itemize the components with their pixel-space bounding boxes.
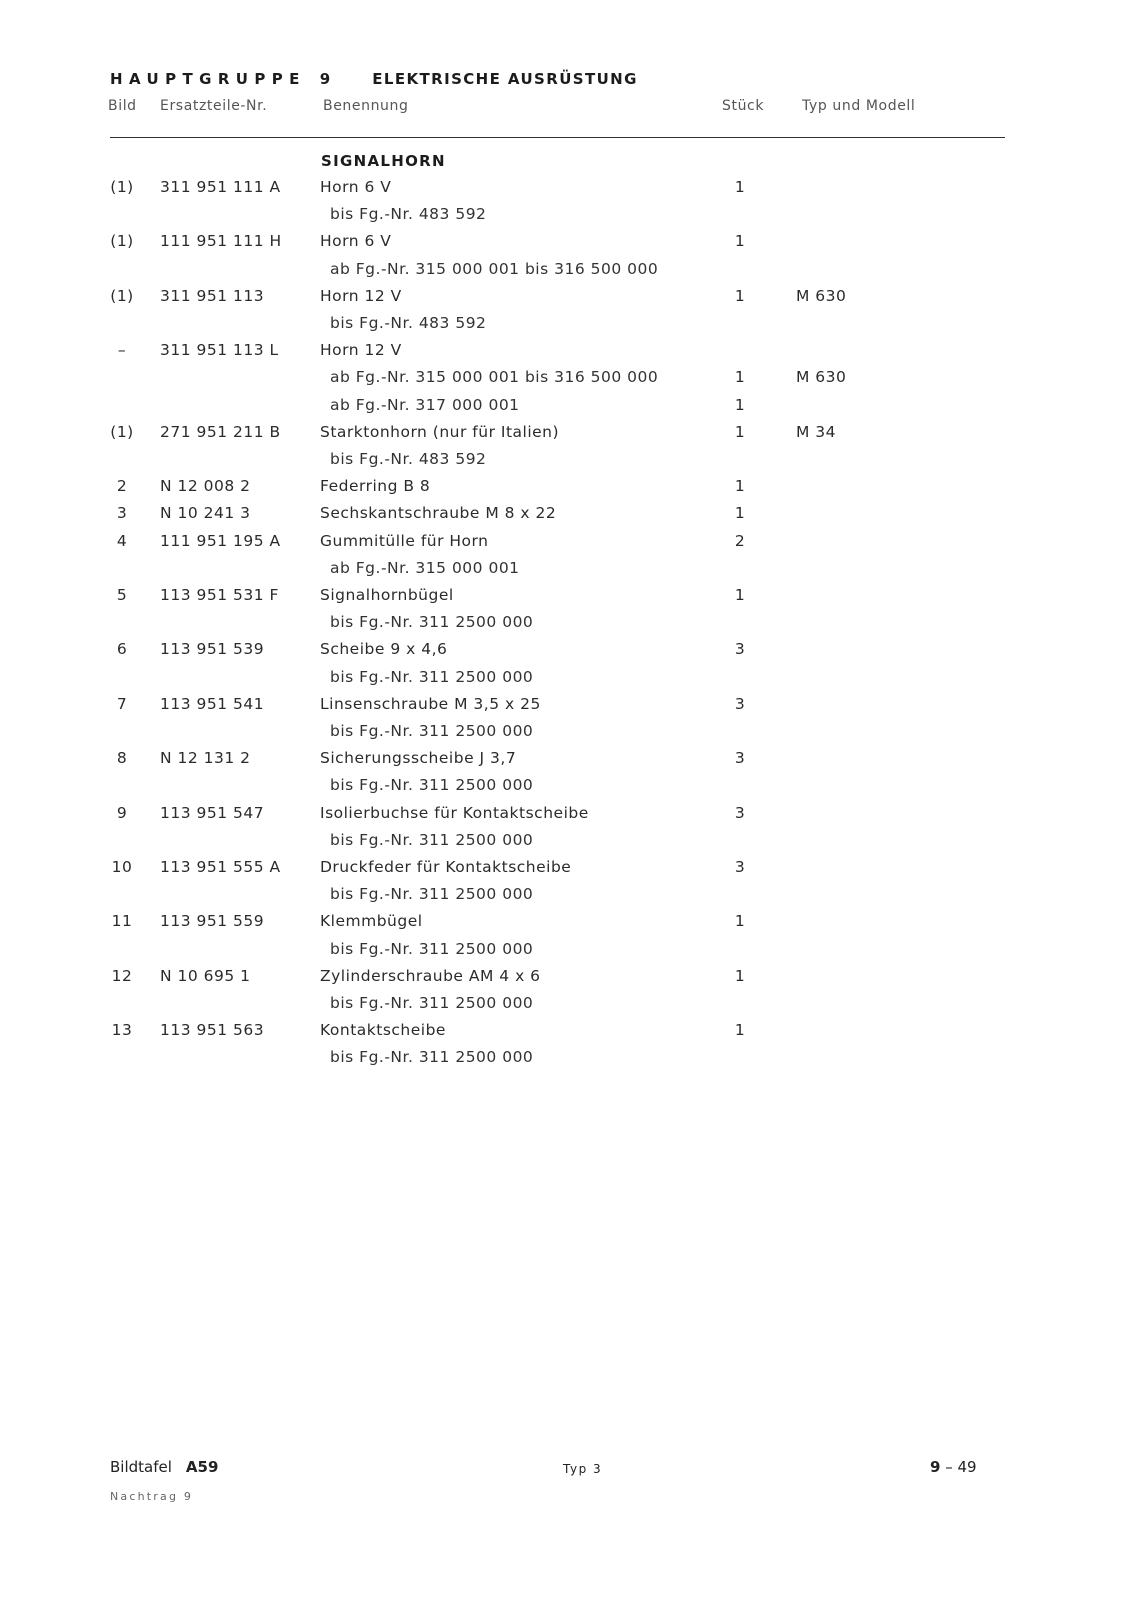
- row-name: Kontaktscheibe: [320, 1021, 446, 1039]
- row-name: ab Fg.-Nr. 315 000 001 bis 316 500 000: [330, 368, 659, 386]
- row-figure-number: 10: [111, 858, 133, 876]
- row-quantity: 1: [734, 423, 746, 441]
- row-name: Horn 12 V: [320, 287, 402, 305]
- row-name: Klemmbügel: [320, 912, 423, 930]
- row-part-number: 113 951 539: [160, 640, 265, 658]
- row-name: Zylinderschraube AM 4 x 6: [320, 967, 541, 985]
- table-row: [0, 776, 1136, 800]
- table-row: [0, 205, 1136, 229]
- row-quantity: 2: [734, 532, 746, 550]
- subsection-title: SIGNALHORN: [321, 152, 446, 170]
- row-quantity: 3: [734, 858, 746, 876]
- table-row: [0, 994, 1136, 1018]
- row-quantity: 1: [734, 287, 746, 305]
- row-quantity: 1: [734, 368, 746, 386]
- row-name: Horn 6 V: [320, 232, 392, 250]
- table-row: [0, 532, 1136, 556]
- supplement-label: Nachtrag 9: [110, 1490, 194, 1503]
- table-row: [0, 640, 1136, 664]
- row-type: M 630: [796, 287, 847, 305]
- table-row: [0, 722, 1136, 746]
- row-name: Druckfeder für Kontaktscheibe: [320, 858, 572, 876]
- table-row: [0, 749, 1136, 773]
- row-quantity: 1: [734, 912, 746, 930]
- table-row: [0, 368, 1136, 392]
- row-figure-number: 4: [116, 532, 128, 550]
- page-group: 9: [930, 1458, 941, 1476]
- table-row: [0, 260, 1136, 284]
- row-figure-number: 7: [116, 695, 128, 713]
- table-row: [0, 885, 1136, 909]
- table-row: [0, 912, 1136, 936]
- row-quantity: 1: [734, 396, 746, 414]
- header-divider: [110, 137, 1005, 138]
- row-figure-number: 2: [116, 477, 128, 495]
- row-part-number: N 10 241 3: [160, 504, 251, 522]
- table-row: [0, 314, 1136, 338]
- table-row: [0, 341, 1136, 365]
- column-header-name: Benennung: [323, 98, 409, 114]
- row-name: bis Fg.-Nr. 311 2500 000: [330, 613, 534, 631]
- table-row: [0, 287, 1136, 311]
- row-quantity: 1: [734, 232, 746, 250]
- row-quantity: 1: [734, 967, 746, 985]
- column-header-quantity: Stück: [722, 98, 765, 114]
- table-row: [0, 940, 1136, 964]
- row-part-number: 311 951 113: [160, 287, 265, 305]
- table-row: [0, 232, 1136, 256]
- row-figure-number: –: [117, 341, 127, 359]
- row-part-number: 113 951 563: [160, 1021, 265, 1039]
- table-row: [0, 967, 1136, 991]
- row-figure-number: 8: [116, 749, 128, 767]
- row-name: bis Fg.-Nr. 311 2500 000: [330, 668, 534, 686]
- row-figure-number: (1): [110, 232, 134, 250]
- row-name: bis Fg.-Nr. 311 2500 000: [330, 831, 534, 849]
- table-row: [0, 450, 1136, 474]
- row-quantity: 1: [734, 477, 746, 495]
- row-figure-number: (1): [110, 423, 134, 441]
- footer-model: Typ 3: [563, 1462, 603, 1476]
- row-figure-number: (1): [110, 287, 134, 305]
- row-name: Scheibe 9 x 4,6: [320, 640, 448, 658]
- row-figure-number: 11: [111, 912, 133, 930]
- row-name: bis Fg.-Nr. 311 2500 000: [330, 885, 534, 903]
- row-name: Sechskantschraube M 8 x 22: [320, 504, 557, 522]
- row-part-number: N 12 131 2: [160, 749, 251, 767]
- row-name: Sicherungsscheibe J 3,7: [320, 749, 517, 767]
- row-name: bis Fg.-Nr. 483 592: [330, 314, 487, 332]
- table-row: [0, 1021, 1136, 1045]
- row-name: bis Fg.-Nr. 483 592: [330, 450, 487, 468]
- row-figure-number: 9: [116, 804, 128, 822]
- row-part-number: 113 951 541: [160, 695, 265, 713]
- row-name: bis Fg.-Nr. 311 2500 000: [330, 994, 534, 1012]
- row-quantity: 3: [734, 804, 746, 822]
- row-figure-number: 3: [116, 504, 128, 522]
- row-name: ab Fg.-Nr. 315 000 001 bis 316 500 000: [330, 260, 659, 278]
- table-row: [0, 831, 1136, 855]
- table-row: [0, 668, 1136, 692]
- row-type: M 34: [796, 423, 837, 441]
- page-number: [930, 1458, 977, 1476]
- row-name: bis Fg.-Nr. 311 2500 000: [330, 940, 534, 958]
- page-header: [110, 70, 638, 88]
- row-figure-number: (1): [110, 178, 134, 196]
- table-row: [0, 477, 1136, 501]
- table-row: [0, 858, 1136, 882]
- column-header-type: Typ und Modell: [802, 98, 916, 114]
- row-part-number: 113 951 559: [160, 912, 265, 930]
- row-quantity: 3: [734, 749, 746, 767]
- row-quantity: 1: [734, 504, 746, 522]
- page-number-value: 49: [957, 1458, 977, 1476]
- row-figure-number: 6: [116, 640, 128, 658]
- row-part-number: 111 951 111 H: [160, 232, 282, 250]
- row-name: Isolierbuchse für Kontaktscheibe: [320, 804, 589, 822]
- row-name: Linsenschraube M 3,5 x 25: [320, 695, 541, 713]
- row-part-number: N 10 695 1: [160, 967, 251, 985]
- row-name: bis Fg.-Nr. 483 592: [330, 205, 487, 223]
- row-part-number: 113 951 555 A: [160, 858, 281, 876]
- table-row: [0, 586, 1136, 610]
- row-part-number: 271 951 211 B: [160, 423, 281, 441]
- row-quantity: 3: [734, 640, 746, 658]
- row-figure-number: 12: [111, 967, 133, 985]
- row-name: bis Fg.-Nr. 311 2500 000: [330, 1048, 534, 1066]
- column-header-part-number: Ersatzteile-Nr.: [160, 98, 268, 114]
- table-row: [0, 695, 1136, 719]
- row-part-number: 111 951 195 A: [160, 532, 281, 550]
- row-figure-number: 13: [111, 1021, 133, 1039]
- table-row: [0, 504, 1136, 528]
- row-part-number: 311 951 113 L: [160, 341, 279, 359]
- row-name: Starktonhorn (nur für Italien): [320, 423, 560, 441]
- table-row: [0, 559, 1136, 583]
- table-row: [0, 613, 1136, 637]
- row-quantity: 1: [734, 1021, 746, 1039]
- plate-label: Bildtafel: [110, 1458, 172, 1476]
- row-part-number: 113 951 531 F: [160, 586, 279, 604]
- page-dash: –: [945, 1458, 953, 1476]
- table-row: [0, 804, 1136, 828]
- row-part-number: N 12 008 2: [160, 477, 251, 495]
- row-quantity: 1: [734, 586, 746, 604]
- row-name: Horn 12 V: [320, 341, 402, 359]
- row-name: ab Fg.-Nr. 315 000 001: [330, 559, 520, 577]
- plate-number: A59: [185, 1458, 219, 1476]
- row-figure-number: 5: [116, 586, 128, 604]
- row-name: bis Fg.-Nr. 311 2500 000: [330, 776, 534, 794]
- row-name: Horn 6 V: [320, 178, 392, 196]
- row-name: Gummitülle für Horn: [320, 532, 489, 550]
- group-number: 9: [319, 70, 331, 88]
- row-part-number: 113 951 547: [160, 804, 265, 822]
- row-type: M 630: [796, 368, 847, 386]
- row-name: Federring B 8: [320, 477, 431, 495]
- table-row: [0, 1048, 1136, 1072]
- row-quantity: 3: [734, 695, 746, 713]
- section-title: ELEKTRISCHE AUSRÜSTUNG: [372, 70, 638, 88]
- main-group-label: HAUPTGRUPPE: [110, 70, 306, 88]
- row-quantity: 1: [734, 178, 746, 196]
- column-header-bild: Bild: [108, 98, 137, 114]
- row-name: bis Fg.-Nr. 311 2500 000: [330, 722, 534, 740]
- table-row: [0, 423, 1136, 447]
- row-name: Signalhornbügel: [320, 586, 454, 604]
- footer-plate: [110, 1458, 219, 1503]
- table-row: [0, 396, 1136, 420]
- table-row: [0, 178, 1136, 202]
- row-part-number: 311 951 111 A: [160, 178, 281, 196]
- row-name: ab Fg.-Nr. 317 000 001: [330, 396, 520, 414]
